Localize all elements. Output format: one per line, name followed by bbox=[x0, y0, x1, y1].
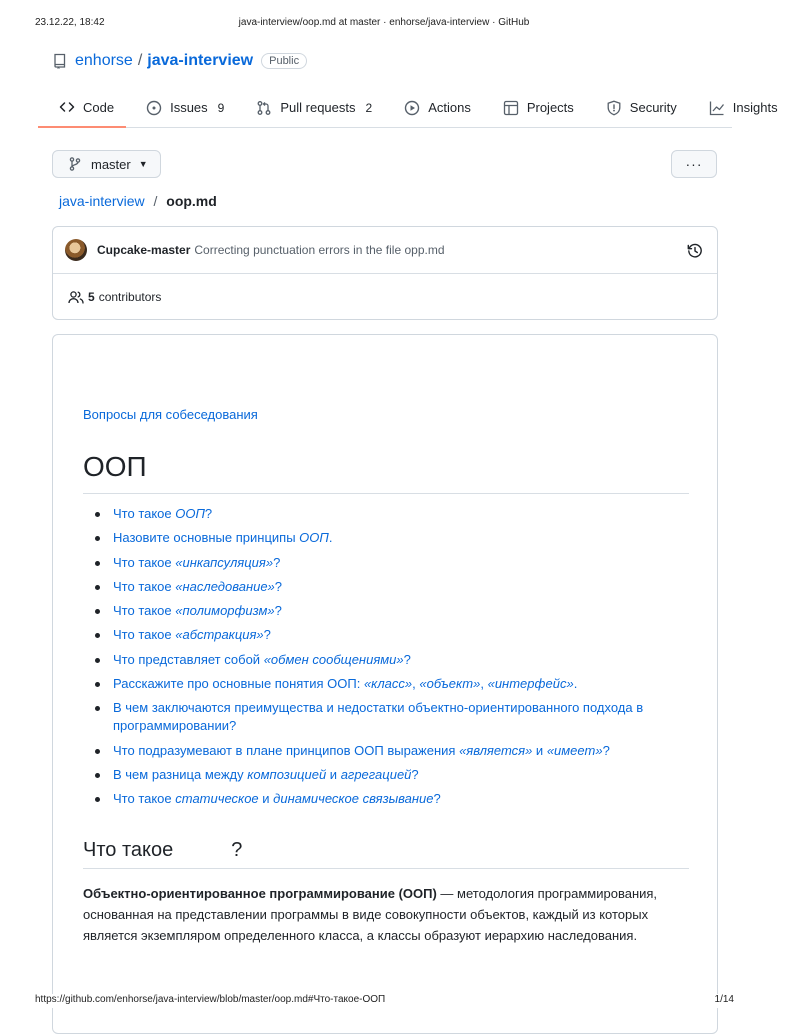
code-icon bbox=[59, 99, 75, 115]
graph-icon bbox=[709, 100, 725, 116]
repo-owner-link[interactable]: enhorse bbox=[75, 52, 133, 69]
tab-pull-requests[interactable] bbox=[236, 89, 384, 127]
kebab-horizontal-icon: ··· bbox=[685, 156, 703, 172]
shield-icon bbox=[606, 100, 622, 116]
branch-name: master bbox=[91, 156, 131, 172]
tab-label: Pull requests bbox=[280, 100, 356, 115]
print-url: https://github.com/enhorse/java-interview/blob/master/oop.md#Что-такое-ООП bbox=[35, 994, 386, 1005]
list-item[interactable]: В чем разница между композицией и агрегацией? bbox=[83, 766, 689, 784]
list-item[interactable]: Расскажите про основные понятия ООП: «класс», «объект», «интерфейс». bbox=[83, 675, 689, 693]
list-item[interactable]: Что подразумевают в плане принципов ООП выражения «является» и «имеет»? bbox=[83, 742, 689, 760]
interview-questions-link[interactable]: Вопросы для собеседования bbox=[83, 407, 258, 422]
section-heading: Что такое ? bbox=[83, 835, 689, 869]
repo-nav-tabs bbox=[38, 88, 778, 128]
section-paragraph: Объектно-ориентированное программирование (ООП) — методология программирования, основанная на представлении программы в виде совокупности объектов, каждый из которых является экземпляром определенного класса, а классы образуют иерархию наследования. bbox=[83, 886, 658, 943]
tab-label: Code bbox=[83, 99, 115, 115]
play-icon bbox=[404, 100, 420, 116]
history-icon[interactable] bbox=[687, 243, 703, 259]
print-page-number: 1/14 bbox=[714, 994, 734, 1005]
tab-label: Insights bbox=[732, 100, 778, 115]
file-breadcrumb bbox=[59, 193, 217, 209]
repo-name-link[interactable]: java-interview bbox=[147, 52, 254, 69]
breadcrumb-file: oop.md bbox=[166, 193, 217, 209]
tab-projects[interactable] bbox=[483, 89, 586, 127]
tab-code[interactable] bbox=[38, 88, 126, 128]
tab-actions[interactable] bbox=[384, 89, 483, 127]
file-content-box bbox=[52, 334, 718, 1034]
list-item[interactable]: Что такое «инкапсуляция»? bbox=[83, 554, 689, 572]
more-options-button[interactable] bbox=[671, 150, 717, 178]
list-item[interactable]: Что такое «полиморфизм»? bbox=[83, 602, 689, 620]
tab-label: Security bbox=[629, 100, 677, 115]
visibility-badge: Public bbox=[261, 53, 307, 69]
repo-header bbox=[53, 50, 307, 72]
print-header bbox=[0, 17, 768, 31]
people-icon bbox=[68, 289, 84, 305]
repo-icon bbox=[53, 53, 67, 69]
pull-requests-count-badge: 2 bbox=[365, 100, 373, 115]
commit-message-link[interactable]: Correcting punctuation errors in the file opp.md bbox=[194, 243, 445, 257]
page-title: ООП bbox=[83, 445, 689, 494]
avatar[interactable] bbox=[65, 239, 87, 261]
contributors-row[interactable] bbox=[53, 274, 717, 320]
contributors-label: contributors bbox=[98, 290, 162, 304]
commit-author-link[interactable]: Cupcake-master bbox=[97, 243, 191, 257]
latest-commit-box bbox=[52, 226, 718, 320]
tab-security[interactable] bbox=[586, 89, 689, 127]
commit-row bbox=[53, 227, 717, 274]
tab-issues[interactable] bbox=[126, 89, 236, 127]
issues-count-badge: 9 bbox=[217, 100, 225, 115]
issue-icon bbox=[146, 100, 162, 116]
table-of-contents bbox=[83, 505, 689, 815]
breadcrumb-separator: / bbox=[153, 193, 158, 209]
tab-label: Issues bbox=[170, 100, 208, 115]
breadcrumb-repo-link[interactable]: java-interview bbox=[59, 193, 145, 209]
list-item[interactable]: Что такое ООП? bbox=[83, 505, 689, 523]
git-branch-icon bbox=[67, 156, 83, 172]
print-datetime: 23.12.22, 18:42 bbox=[35, 17, 105, 28]
print-footer bbox=[0, 994, 768, 1008]
list-item[interactable]: Что такое «наследование»? bbox=[83, 578, 689, 596]
print-page-title: java-interview/oop.md at master · enhorse/java-interview · GitHub bbox=[238, 17, 530, 28]
tab-label: Actions bbox=[428, 100, 471, 115]
caret-down-icon: ▼ bbox=[138, 159, 148, 169]
list-item[interactable]: Что такое «абстракция»? bbox=[83, 626, 689, 644]
tab-insights[interactable] bbox=[689, 89, 790, 127]
contributors-count: 5 bbox=[88, 290, 95, 304]
list-item[interactable]: Что такое статическое и динамическое связывание? bbox=[83, 790, 689, 808]
tab-label: Projects bbox=[526, 100, 574, 115]
pull-request-icon bbox=[256, 100, 272, 116]
repo-separator: / bbox=[137, 52, 143, 69]
list-item[interactable]: Что представляет собой «обмен сообщениями»? bbox=[83, 651, 689, 669]
list-item[interactable]: В чем заключаются преимущества и недостатки объектно-ориентированного подхода в программировании? bbox=[83, 699, 689, 735]
list-item[interactable]: Назовите основные принципы ООП. bbox=[83, 529, 689, 547]
branch-selector-button[interactable] bbox=[52, 150, 161, 178]
table-icon bbox=[503, 100, 519, 116]
